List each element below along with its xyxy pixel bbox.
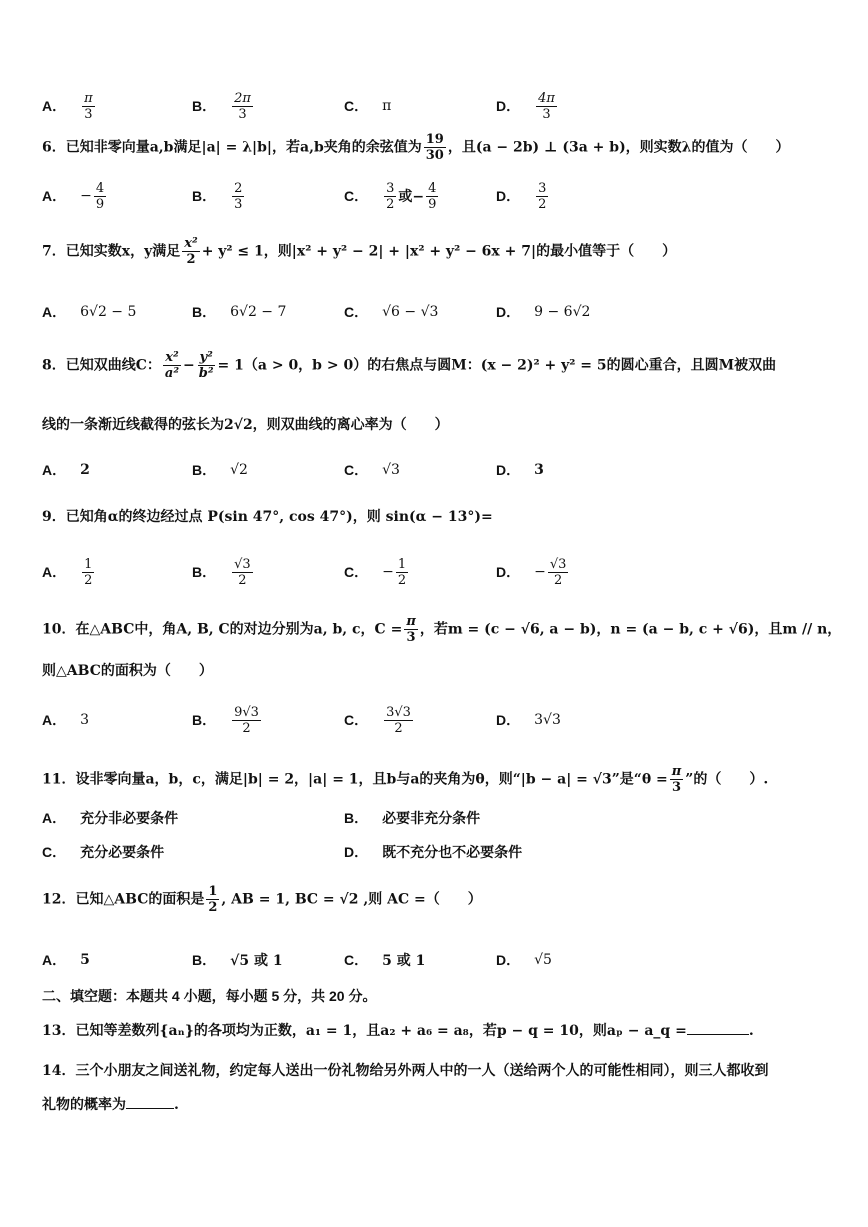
- option-label: C．: [344, 98, 369, 114]
- fraction: $\frac{\text{x²}}{2}$: [184, 236, 198, 267]
- q7-options: [42, 292, 838, 332]
- q7-option-a: A． 6√2 − 5: [42, 304, 137, 320]
- option-label: B．: [192, 98, 217, 114]
- q11-option-a: A． 充分非必要条件: [42, 810, 179, 827]
- q9-options: [42, 552, 838, 592]
- fraction: $\frac{1}{2}$: [84, 556, 93, 588]
- fraction: $\frac{2}{3}$: [234, 180, 243, 212]
- q12-option-d: D． √5: [496, 952, 552, 968]
- q10-option-d: D． 3√3: [496, 712, 561, 728]
- fraction: $\frac{3√3}{2}$: [386, 704, 411, 736]
- q5-options: [42, 86, 838, 126]
- q11-option-b: B． 必要非充分条件: [344, 810, 481, 827]
- fraction: $\frac{\pi}{3}$: [671, 764, 682, 795]
- q13-stem: 13．已知等差数列{aₙ}的各项均为正数，a₁ = 1，且a₂ + a₆ = a₈，若p − q = 10，则aₚ − a_q = .: [42, 1023, 754, 1039]
- q8-stem-cont: 线的一条渐近线截得的弦长为2√2，则双曲线的离心率为（ ）: [42, 417, 449, 433]
- q8-option-a: A． 2: [42, 462, 90, 478]
- q12-stem: 12．已知△ABC的面积是 $\frac{1}{2}$ , AB = 1, BC = √2 ,则 AC =（ ）: [42, 884, 482, 915]
- q10-stem: 10．在△ABC中，角A, B, C的对边分别为a, b, c，C = $\frac{\pi}{3}$ ，若m = (c − √6, a − b)，n = (a − b, c + √6)，且m // n，: [42, 614, 842, 645]
- q10-stem-cont: 则△ABC的面积为（ ）: [42, 663, 213, 679]
- q7-option-c: C． √6 − √3: [344, 304, 439, 320]
- fraction: $\frac{\text{y²}}{\text{b²}}$: [198, 350, 214, 381]
- fraction: $\frac{9√3}{2}$: [234, 704, 259, 736]
- q6-option-d: D． $\frac{3}{2}$: [496, 180, 547, 212]
- q8-option-c: C． √3: [344, 462, 400, 478]
- q8-option-b: B． √2: [192, 462, 248, 478]
- fraction: $\frac{√3}{2}$: [234, 556, 251, 588]
- q8-option-d: D． 3: [496, 462, 544, 478]
- q12-option-b: B． √5 或 1: [192, 952, 283, 969]
- q5-option-b: [192, 86, 255, 126]
- fraction: $\frac{3}{2}$: [538, 180, 547, 212]
- q9-stem: 9．已知角α的终边经过点 P(sin 47°, cos 47°)，则 sin(α − 13°)=: [42, 509, 493, 525]
- q8-options: [42, 450, 838, 490]
- fraction: $\frac{2\pi}{3}$: [234, 90, 251, 122]
- q14-stem-cont: 礼物的概率为 .: [42, 1097, 179, 1113]
- q9-option-d: D． − $\frac{√3}{2}$: [496, 556, 567, 588]
- q10-option-c: C． $\frac{3√3}{2}$: [344, 704, 411, 736]
- q11-options-row2: [42, 832, 838, 872]
- q11-stem: 11．设非零向量a，b，c，满足|b| = 2，|a| = 1，且b与a的夹角为θ，则“|b − a| = √3”是“θ = $\frac{\pi}{3}$ ”的（ ）.: [42, 764, 769, 795]
- q7-option-d: D． 9 − 6√2: [496, 304, 591, 320]
- q12-options: [42, 940, 838, 980]
- fraction: $\frac{19}{30}$: [425, 132, 444, 163]
- q9-option-b: B． $\frac{√3}{2}$: [192, 556, 251, 588]
- q6-options: [42, 176, 838, 216]
- option-label: A．: [42, 98, 67, 114]
- q12-option-c: C． 5 或 1: [344, 952, 426, 969]
- option-label: D．: [496, 98, 521, 114]
- q7-option-b: B． 6√2 − 7: [192, 304, 287, 320]
- q14-stem: 14．三个小朋友之间送礼物，约定每人送出一份礼物给另外两人中的一人（送给两个人的可能性相同），则三人都收到: [42, 1063, 769, 1079]
- q10-options: [42, 700, 838, 740]
- q10-option-b: B． $\frac{9√3}{2}$: [192, 704, 259, 736]
- q6-option-b: B． $\frac{2}{3}$: [192, 180, 243, 212]
- fraction: $\frac{\pi}{3}$: [84, 90, 93, 122]
- q5-option-a: [42, 86, 97, 126]
- q8-stem: 8．已知双曲线C： $\frac{\text{x²}}{\text{a²}}$ − $\frac{\text{y²}}{\text{b²}}$ = 1（a > 0，b > 0）的右焦点与圆M：(x − 2)² + y² = 5的圆心重合，且圆M被双曲: [42, 350, 777, 381]
- q10-option-a: A． 3: [42, 712, 90, 728]
- q6-option-c: C． $\frac{3}{2}$ 或− $\frac{4}{9}$: [344, 180, 437, 212]
- q6-option-a: A． − $\frac{4}{9}$: [42, 180, 105, 212]
- section-heading: 二、填空题：本题共 4 小题，每小题 5 分，共 20 分。: [42, 988, 377, 1004]
- q9-option-c: C． − $\frac{1}{2}$: [344, 556, 407, 588]
- q11-option-c: C． 充分必要条件: [42, 844, 165, 861]
- q12-option-a: A． 5: [42, 952, 90, 968]
- fraction: $\frac{3}{2}$: [386, 180, 395, 212]
- fraction: $\frac{1}{2}$: [397, 556, 407, 588]
- q7-stem: 7．已知实数x，y满足 $\frac{\text{x²}}{2}$ + y² ≤ 1，则|x² + y² − 2| + |x² + y² − 6x + 7|的最小值等于（ ）: [42, 236, 677, 267]
- fraction: $\frac{4\pi}{3}$: [538, 90, 555, 122]
- fraction: $\frac{1}{2}$: [208, 884, 218, 915]
- q5-option-d: [496, 86, 559, 126]
- q11-option-d: D． 既不充分也不必要条件: [344, 844, 523, 861]
- q5-option-c: C． π: [344, 98, 392, 114]
- fraction: $\frac{\pi}{3}$: [406, 614, 416, 645]
- answer-blank[interactable]: [687, 1034, 749, 1035]
- q9-option-a: A． $\frac{1}{2}$: [42, 556, 93, 588]
- fraction: $\frac{√3}{2}$: [549, 556, 567, 588]
- q6-stem: 6．已知非零向量a,b满足|a| = λ|b|，若a,b夹角的余弦值为 $\frac{19}{30}$ ，且(a − 2b) ⊥ (3a + b)，则实数λ的值为（ ）: [42, 132, 790, 163]
- fraction: $\frac{\text{x²}}{\text{a²}}$: [164, 350, 180, 381]
- fraction: $\frac{4}{9}$: [428, 180, 437, 212]
- fraction: $\frac{4}{9}$: [95, 180, 105, 212]
- answer-blank[interactable]: [126, 1108, 174, 1109]
